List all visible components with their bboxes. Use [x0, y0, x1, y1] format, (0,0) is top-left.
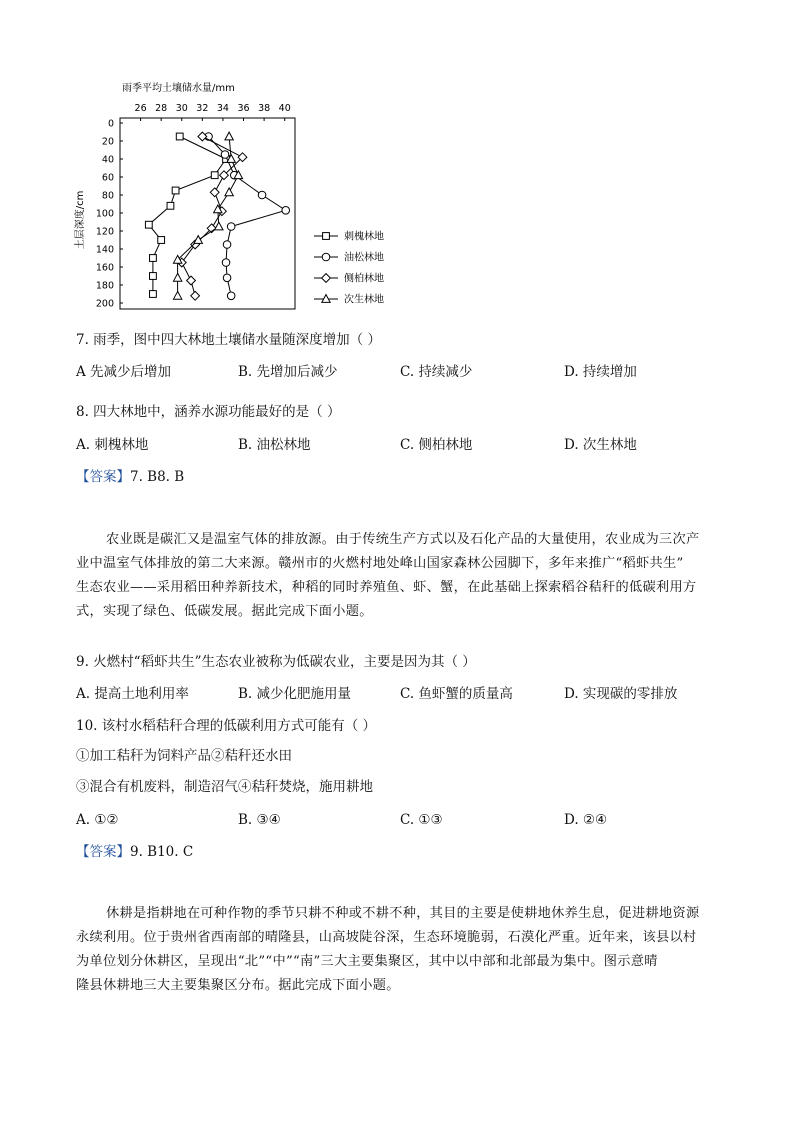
- data-point-circle: [227, 223, 235, 231]
- y-tick-label: 200: [95, 298, 114, 310]
- y-tick-label: 40: [101, 154, 114, 166]
- q8-option-a[interactable]: A. 刺槐林地: [76, 437, 149, 453]
- y-tick-label: 160: [95, 262, 114, 274]
- q7-option-c[interactable]: C. 持续减少: [400, 364, 473, 380]
- chart-legend: [314, 230, 384, 306]
- x-tick-label: 36: [237, 103, 250, 114]
- data-point-circle: [222, 259, 230, 267]
- series-triangle: [173, 132, 242, 299]
- q9-option-d[interactable]: D. 实现碳的零排放: [564, 686, 678, 702]
- q10-option-c[interactable]: C. ①③: [400, 812, 443, 828]
- data-point-diamond: [198, 132, 207, 141]
- x-tick-label: 28: [155, 103, 168, 114]
- legend-label: 次生林地: [344, 294, 384, 306]
- data-point-circle: [221, 151, 229, 159]
- y-tick-label: 100: [95, 208, 114, 220]
- q8-option-d[interactable]: D. 次生林地: [564, 437, 637, 453]
- y-tick-labels: [96, 119, 123, 310]
- series-layer: [145, 132, 289, 300]
- legend-marker-circle: [322, 253, 330, 261]
- data-point-diamond: [210, 188, 219, 197]
- question-8-stem: 8. 四大林地中，涵养水源功能最好的是（ ）: [76, 404, 341, 420]
- data-point-square: [172, 187, 179, 194]
- q8-option-c[interactable]: C. 侧柏林地: [400, 437, 473, 453]
- data-point-triangle: [225, 188, 233, 196]
- y-tick-label: 20: [101, 136, 114, 148]
- legend-label: 侧柏林地: [344, 273, 384, 285]
- q10-option-d[interactable]: D. ②④: [564, 812, 608, 828]
- plot-frame: [120, 118, 295, 309]
- data-point-circle: [227, 292, 235, 300]
- answer-text: 9. B10. C: [130, 844, 194, 860]
- data-point-square: [176, 133, 183, 140]
- series-diamond: [177, 132, 247, 300]
- passage-line: 生态农业——采用稻田种养新技术，种稻的同时养殖鱼、虾、蟹，在此基础上探索稻谷秸秆的低碳利用方: [76, 580, 697, 595]
- data-point-square: [167, 202, 174, 209]
- data-point-diamond: [191, 291, 200, 300]
- data-point-circle: [258, 191, 266, 199]
- y-tick-label: 140: [95, 244, 114, 256]
- data-point-triangle: [194, 236, 202, 244]
- q7-option-a[interactable]: A 先减少后增加: [76, 364, 172, 380]
- series-circle: [205, 133, 290, 300]
- x-tick-label: 34: [216, 103, 229, 114]
- data-point-triangle: [225, 132, 233, 140]
- y-tick-label: 0: [107, 118, 114, 130]
- answer-9-10: [76, 842, 193, 862]
- series-line: [149, 137, 226, 295]
- q10-statement-line-1: ①加工秸秆为饲料产品②秸秆还水田: [76, 748, 292, 764]
- x-tick-label: 30: [175, 103, 188, 114]
- legend-label: 刺槐林地: [344, 231, 384, 243]
- series-line: [209, 137, 286, 296]
- data-point-circle: [223, 274, 231, 282]
- legend-item: [314, 272, 384, 285]
- q10-option-b[interactable]: B. ③④: [238, 812, 281, 828]
- q10-option-a[interactable]: A. ①②: [76, 812, 119, 828]
- x-tick-label: 32: [196, 103, 209, 114]
- x-tick-label: 38: [258, 103, 271, 114]
- legend-marker-diamond: [322, 274, 331, 283]
- data-point-square: [211, 172, 218, 179]
- passage-line: 休耕是指耕地在可种作物的季节只耕不种或不耕不种，其目的主要是使耕地休养生息，促进耕地资源: [106, 906, 700, 921]
- data-point-square: [150, 273, 157, 280]
- question-7-stem: 7. 雨季，图中四大林地土壤储水量随深度增加（ ）: [76, 332, 381, 348]
- x-tick-label: 26: [134, 103, 147, 114]
- data-point-square: [158, 237, 165, 244]
- soil-water-chart: [70, 78, 410, 318]
- y-axis-label: 土层深度/cm: [75, 190, 86, 250]
- passage-line: 式，实现了绿色、低碳发展。据此完成下面小题。: [76, 604, 373, 619]
- q9-option-b[interactable]: B. 减少化肥施用量: [238, 686, 352, 702]
- data-point-diamond: [187, 276, 196, 285]
- y-tick-label: 120: [95, 226, 114, 238]
- q10-statement-line-2: ③混合有机废料，制造沼气④秸秆焚烧，施用耕地: [76, 779, 373, 795]
- answer-tag: 【答案】: [76, 844, 130, 860]
- y-tick-label: 180: [95, 280, 114, 292]
- legend-item: [314, 230, 384, 243]
- answer-text: 7. B8. B: [130, 469, 185, 485]
- x-tick-label: 40: [278, 103, 291, 114]
- data-point-circle: [282, 207, 290, 215]
- data-point-square: [150, 291, 157, 298]
- passage-line: 业中温室气体排放的第二大来源。赣州市的火燃村地处峰山国家森林公园脚下，多年来推广“稻虾共生”: [76, 556, 684, 571]
- passage-low-carbon-agriculture: [76, 528, 726, 624]
- legend-label: 油松林地: [344, 252, 384, 264]
- q8-option-b[interactable]: B. 油松林地: [238, 437, 311, 453]
- data-point-circle: [223, 241, 231, 249]
- legend-marker-square: [323, 233, 330, 240]
- question-10-stem: 10. 该村水稻秸秆合理的低碳利用方式可能有（ ）: [76, 718, 377, 734]
- chart-title: 雨季平均土壤储水量/mm: [122, 83, 235, 94]
- legend-item: [314, 251, 384, 264]
- y-tick-label: 60: [101, 172, 114, 184]
- data-point-triangle: [173, 291, 181, 299]
- passage-line: 农业既是碳汇又是温室气体的排放源。由于传统生产方式以及石化产品的大量使用，农业成为三次产: [106, 532, 700, 547]
- data-point-square: [150, 255, 157, 262]
- legend-item: [314, 293, 384, 306]
- question-9-stem: 9. 火燃村“稻虾共生”生态农业被称为低碳农业，主要是因为其（ ）: [76, 654, 476, 670]
- data-point-square: [145, 221, 152, 228]
- q9-option-a[interactable]: A. 提高土地利用率: [76, 686, 189, 702]
- passage-line: 永续利用。位于贵州省西南部的晴隆县，山高坡陡谷深，生态环境脆弱，石漠化严重。近年来，该县以村: [76, 930, 697, 945]
- q9-option-c[interactable]: C. 鱼虾蟹的质量高: [400, 686, 513, 702]
- passage-line: 为单位划分休耕区，呈现出“北”“中”“南”三大主要集聚区，其中以中部和北部最为集中。图示意晴: [76, 954, 658, 969]
- y-tick-label: 80: [101, 190, 114, 202]
- data-point-triangle: [173, 273, 181, 281]
- data-point-triangle: [215, 222, 223, 230]
- answer-7-8: [76, 467, 184, 487]
- passage-line: 隆县休耕地三大主要集聚区分布。据此完成下面小题。: [76, 978, 400, 993]
- q7-option-d[interactable]: D. 持续增加: [564, 364, 637, 380]
- q7-option-b[interactable]: B. 先增加后减少: [238, 364, 338, 380]
- passage-fallow-land: [76, 902, 726, 998]
- answer-tag: 【答案】: [76, 469, 130, 485]
